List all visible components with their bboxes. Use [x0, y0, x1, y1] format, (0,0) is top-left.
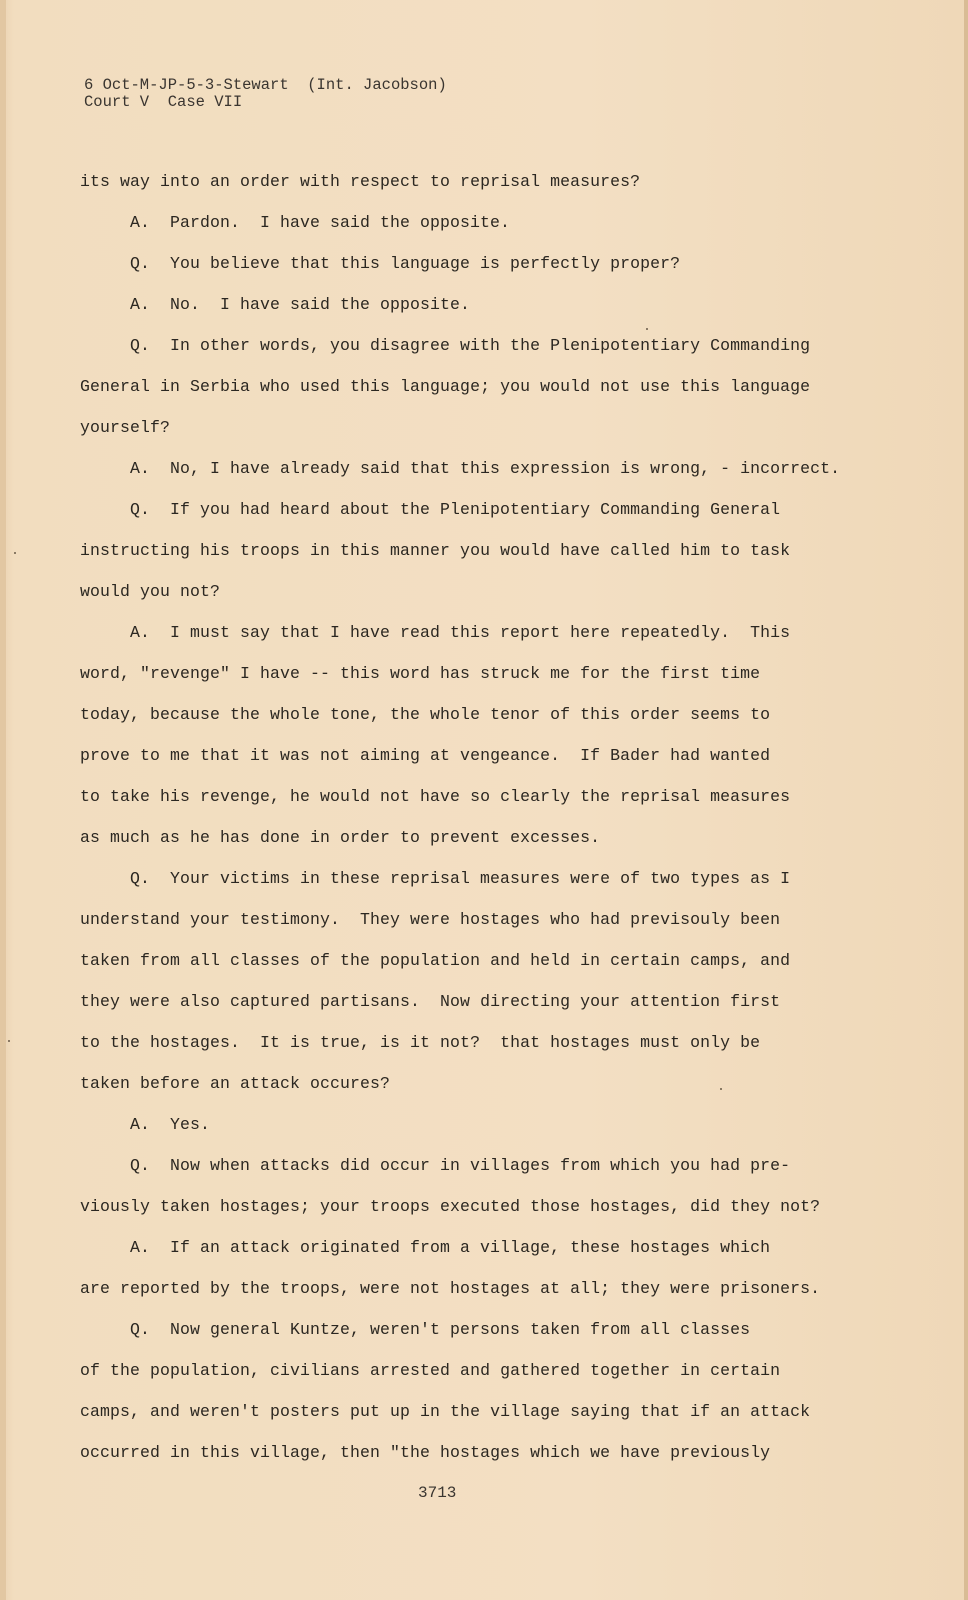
text-line: to take his revenge, he would not have so clearly the reprisal measures — [80, 787, 791, 806]
header-line-2: Court V Case VII — [84, 93, 243, 111]
text-line: A. Yes. — [130, 1115, 211, 1134]
text-line: Q. You believe that this language is perfectly proper? — [130, 254, 681, 273]
text-line: A. I must say that I have read this report here repeatedly. This — [130, 623, 791, 642]
text-line: would you not? — [80, 582, 221, 601]
text-line: Q. In other words, you disagree with the Plenipotentiary Commanding — [130, 336, 811, 355]
text-line: A. No. I have said the opposite. — [130, 295, 471, 314]
page-right-edge — [964, 0, 968, 1600]
paper-speck — [8, 1040, 10, 1042]
text-line: are reported by the troops, were not hostages at all; they were prisoners. — [80, 1279, 821, 1298]
text-line: viously taken hostages; your troops executed those hostages, did they not? — [80, 1197, 821, 1216]
text-line: word, "revenge" I have -- this word has struck me for the first time — [80, 664, 761, 683]
text-line: instructing his troops in this manner you would have called him to task — [80, 541, 791, 560]
text-line: yourself? — [80, 418, 171, 437]
text-line: occurred in this village, then "the hostages which we have previously — [80, 1443, 771, 1462]
text-line: A. No, I have already said that this expression is wrong, - incorrect. — [130, 459, 841, 478]
text-line: General in Serbia who used this language; you would not use this language — [80, 377, 811, 396]
text-line: understand your testimony. They were hostages who had previsouly been — [80, 910, 781, 929]
paper-speck — [720, 1088, 722, 1090]
text-line: Q. Your victims in these reprisal measures were of two types as I — [130, 869, 791, 888]
header-line-1: 6 Oct-M-JP-5-3-Stewart (Int. Jacobson) — [84, 76, 447, 94]
text-line: today, because the whole tone, the whole tenor of this order seems to — [80, 705, 771, 724]
text-line: its way into an order with respect to reprisal measures? — [80, 172, 641, 191]
text-line: to the hostages. It is true, is it not? that hostages must only be — [80, 1033, 761, 1052]
text-line: of the population, civilians arrested and gathered together in certain — [80, 1361, 781, 1380]
text-line: A. Pardon. I have said the opposite. — [130, 213, 511, 232]
text-line: as much as he has done in order to prevent excesses. — [80, 828, 601, 847]
text-line: A. If an attack originated from a village, these hostages which — [130, 1238, 771, 1257]
text-line: Q. If you had heard about the Plenipotentiary Commanding General — [130, 500, 781, 519]
page-number: 3713 — [418, 1484, 457, 1502]
text-line: they were also captured partisans. Now directing your attention first — [80, 992, 781, 1011]
text-line: Q. Now general Kuntze, weren't persons taken from all classes — [130, 1320, 751, 1339]
text-line: Q. Now when attacks did occur in villages from which you had pre- — [130, 1156, 791, 1175]
document-header — [84, 77, 447, 111]
text-line: taken before an attack occures? — [80, 1074, 391, 1093]
text-line: taken from all classes of the population and held in certain camps, and — [80, 951, 791, 970]
paper-speck — [646, 328, 648, 330]
page-left-edge — [0, 0, 6, 1600]
paper-speck — [14, 552, 16, 554]
text-line: camps, and weren't posters put up in the village saying that if an attack — [80, 1402, 811, 1421]
text-line: prove to me that it was not aiming at vengeance. If Bader had wanted — [80, 746, 771, 765]
